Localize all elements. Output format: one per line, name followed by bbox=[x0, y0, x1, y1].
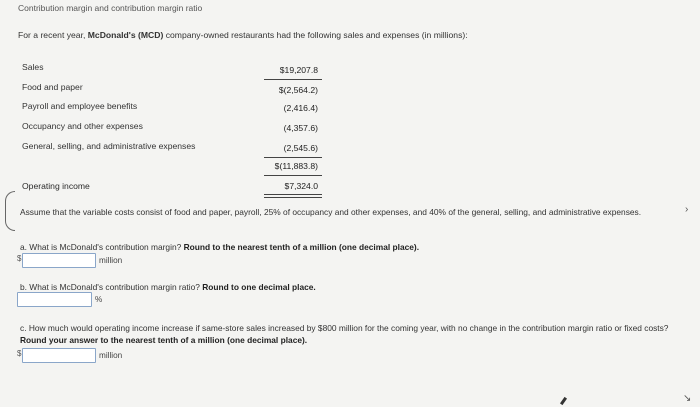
problem-intro bbox=[18, 30, 468, 40]
answer-a-unit: million bbox=[99, 256, 123, 265]
statement-label-gsa: General, selling, and administrative expenses bbox=[22, 141, 196, 151]
double-rule-top bbox=[264, 194, 322, 195]
answer-b-input[interactable] bbox=[17, 292, 92, 307]
intro-company: McDonald's (MCD) bbox=[87, 30, 164, 40]
answer-a-dollar-sign: $ bbox=[17, 254, 22, 263]
rule-under-total bbox=[264, 175, 322, 176]
statement-value-gsa: (2,545.6) bbox=[283, 143, 318, 153]
statement-label-operating-income: Operating income bbox=[22, 181, 90, 191]
statement-value-sales: $19,207.8 bbox=[279, 65, 318, 75]
question-c-text: c. How much would operating income increase if same-store sales increased by $800 million for the coming year, with no change in the contribution margin ratio or fixed costs? bbox=[20, 323, 669, 333]
answer-c-input[interactable] bbox=[22, 348, 96, 363]
answer-c-unit: million bbox=[99, 351, 123, 360]
question-b bbox=[20, 281, 675, 293]
question-b-instruction: Round to one decimal place. bbox=[202, 282, 316, 292]
question-c-instruction: Round your answer to the nearest tenth of a million (one decimal place). bbox=[20, 335, 308, 345]
question-a-instruction: Round to the nearest tenth of a million (one decimal place). bbox=[183, 242, 420, 252]
answer-b-unit: % bbox=[95, 295, 103, 304]
chevron-right-icon: › bbox=[685, 204, 689, 215]
statement-value-food: $(2,564.2) bbox=[278, 85, 318, 95]
arrow-corner-icon: ↘ bbox=[683, 393, 692, 404]
intro-suffix: company-owned restaurants had the following sales and expenses (in millions): bbox=[163, 30, 468, 40]
intro-prefix: For a recent year, bbox=[18, 30, 88, 40]
statement-value-payroll: (2,416.4) bbox=[283, 103, 318, 113]
statement-value-operating-income: $7,324.0 bbox=[284, 181, 318, 191]
assumption-text: Assume that the variable costs consist of food and paper, payroll, 25% of occupancy and other expenses, and 40% of the general, selling, and administrative expenses. bbox=[20, 207, 642, 217]
statement-label-occupancy: Occupancy and other expenses bbox=[22, 121, 143, 131]
double-rule-bottom bbox=[264, 197, 322, 198]
question-c bbox=[20, 322, 675, 346]
statement-total-expenses: $(11,883.8) bbox=[274, 161, 318, 171]
question-a bbox=[20, 241, 675, 253]
bracket-marker bbox=[5, 191, 15, 231]
problem-title: Contribution margin and contribution margin ratio bbox=[18, 3, 203, 13]
question-a-text: a. What is McDonald's contribution margin? bbox=[20, 242, 184, 252]
answer-a-input[interactable] bbox=[22, 253, 96, 268]
mouse-cursor-icon bbox=[560, 397, 567, 405]
statement-label-sales: Sales bbox=[22, 62, 44, 72]
answer-c-dollar-sign: $ bbox=[17, 349, 22, 358]
statement-label-food: Food and paper bbox=[22, 82, 83, 92]
rule-under-gsa bbox=[264, 157, 322, 158]
statement-label-payroll: Payroll and employee benefits bbox=[22, 101, 138, 111]
rule-under-sales bbox=[264, 79, 322, 80]
question-b-text: b. What is McDonald's contribution margin ratio? bbox=[20, 282, 203, 292]
statement-value-occupancy: (4,357.6) bbox=[283, 123, 318, 133]
